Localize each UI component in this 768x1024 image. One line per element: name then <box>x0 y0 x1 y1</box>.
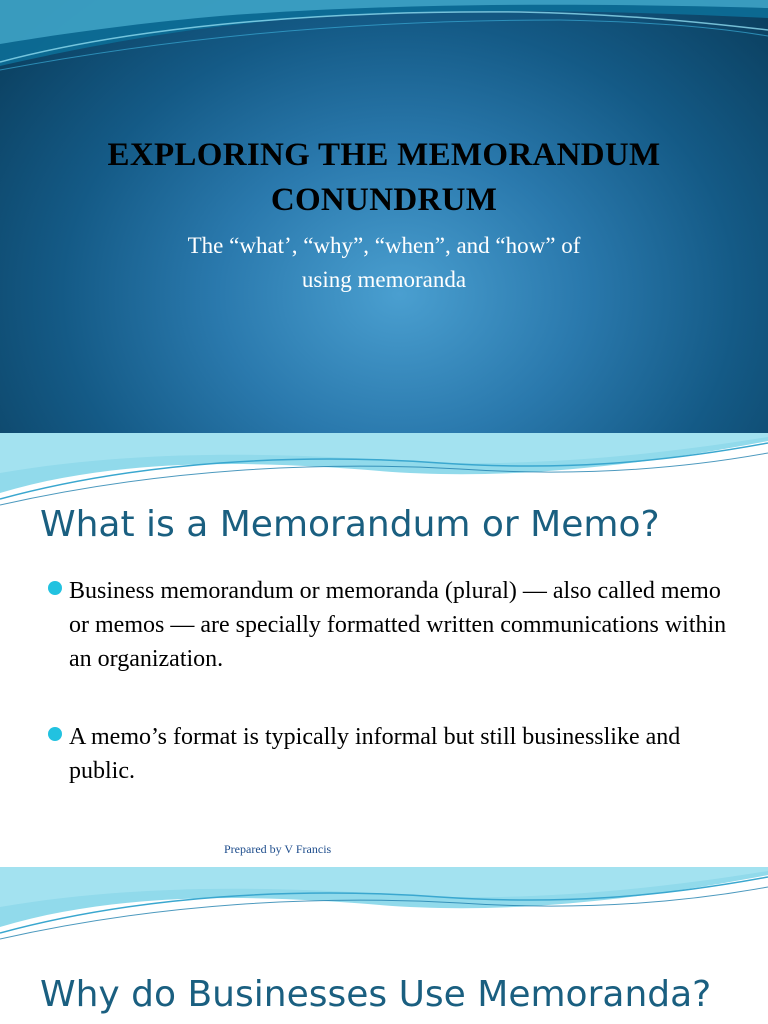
bullet-text: Business memorandum or memoranda (plural) — also called memo or memos — are specially formatted written communications within an organization. <box>69 578 727 672</box>
bullet-item <box>48 720 738 788</box>
bullet-text: A memo’s format is typically informal but still businesslike and public. <box>69 724 681 784</box>
bullet-list <box>48 574 738 788</box>
slide1-subtitle-line2: using memoranda <box>301 267 467 292</box>
content-slide[interactable] <box>0 433 768 867</box>
bullet-dot-icon <box>48 581 62 595</box>
decorative-wave-top <box>0 433 768 508</box>
bullet-item <box>48 574 738 676</box>
slide-footer: Prepared by V Francis <box>224 842 332 856</box>
content-slide[interactable] <box>0 867 768 1024</box>
slide1-subtitle <box>0 229 768 297</box>
slide1-subtitle-line1: The “what’, “why”, “when”, and “how” of <box>187 233 581 258</box>
title-slide[interactable] <box>0 0 768 433</box>
bullet-dot-icon <box>48 727 62 741</box>
slide3-title: Why do Businesses Use Memoranda? <box>40 974 712 1015</box>
decorative-wave-top <box>0 0 768 80</box>
slide2-title: What is a Memorandum or Memo? <box>40 504 660 545</box>
decorative-wave-top <box>0 867 768 942</box>
slide1-title: EXPLORING THE MEMORANDUM CONUNDRUM <box>107 137 661 218</box>
